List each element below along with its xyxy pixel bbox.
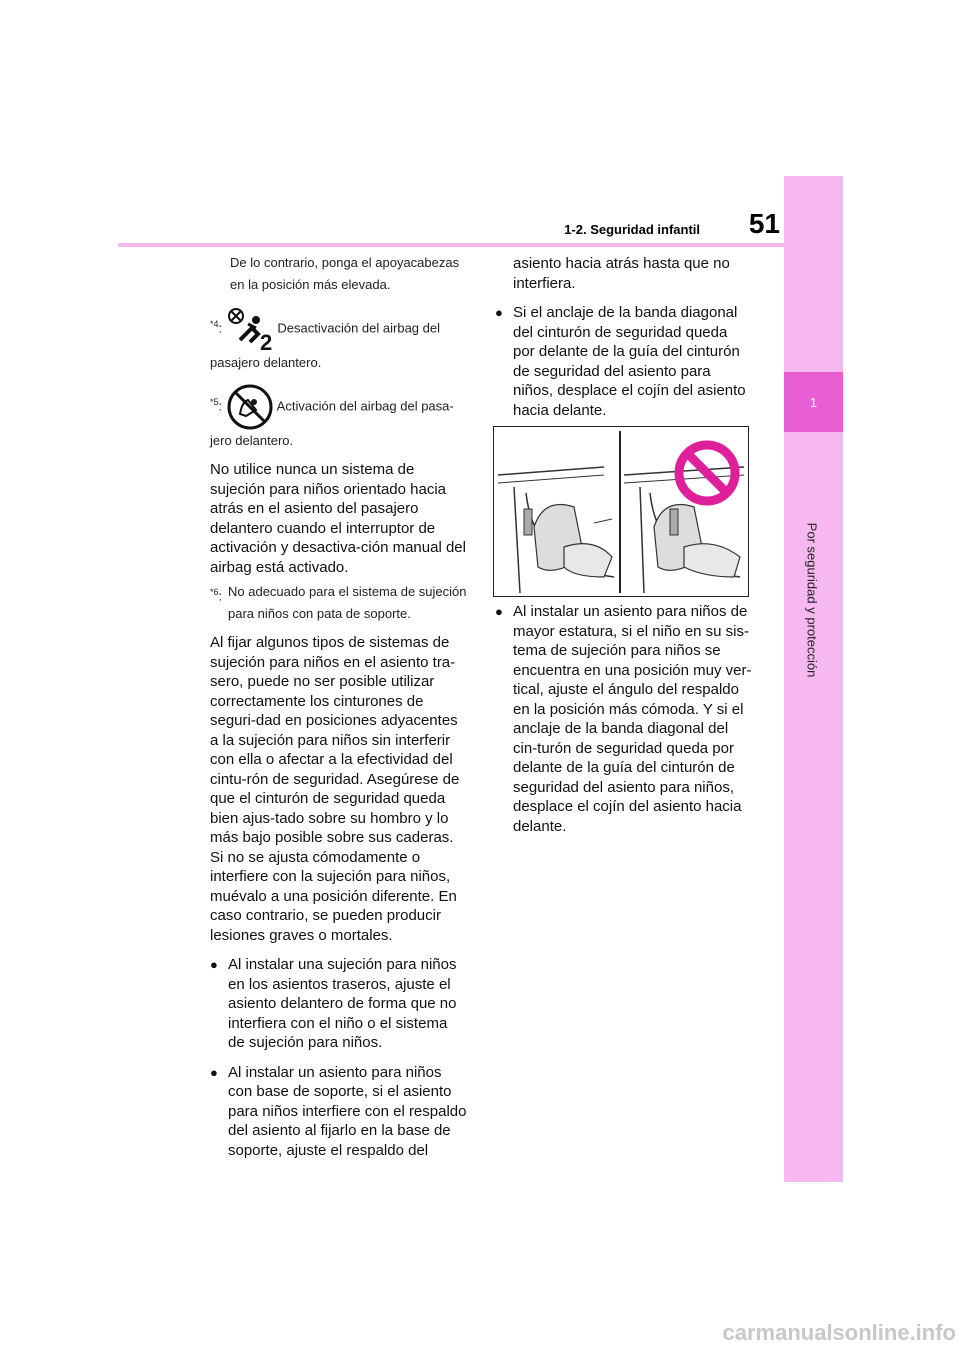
- chapter-side-tab: [784, 176, 843, 1182]
- airbag-on-child-seat-icon: [226, 384, 274, 430]
- prohibition-sign-icon: [679, 445, 735, 501]
- bullet-icon: ●: [495, 604, 503, 619]
- right-column-lower: [495, 602, 753, 836]
- list-item: [495, 602, 753, 836]
- footnote-6-text: No adecuado para el sistema de sujeción para niños con pata de soporte.: [228, 584, 467, 621]
- svg-text:2: 2: [259, 330, 273, 352]
- bullet-icon: ●: [210, 1064, 218, 1080]
- bullet-icon: ●: [210, 957, 218, 972]
- warning-paragraph: No utilice nunca un sistema de sujeción para niños orientado hacia atrás en el asiento del pasajero delantero cuando el interruptor de activación y desactiva-ción manual del airbag está activado.: [210, 461, 466, 576]
- page-number: 51: [748, 208, 780, 239]
- footnote-5-text-cont: jero delantero.: [210, 433, 294, 448]
- footnote-4-text-cont: pasajero delantero.: [210, 355, 322, 370]
- right-column: [495, 254, 753, 420]
- chapter-number-tab[interactable]: [784, 372, 843, 432]
- bullet-text: Al instalar un asiento para niños de mayor estatura, si el niño en su sis-tema de sujeción para niños se encuentra en una posición muy ver-tical, ajuste el ángulo del respaldo en la posición más cómoda. Y si el anclaje de la banda diagonal del cin-turón de seguridad queda por delante de la guía del cinturón de seguridad del asiento para niños, desplace el cojín del asiento hacia delante.: [513, 603, 752, 835]
- bullet-text: Al instalar un asiento para niños con base de soporte, si el asiento para niños interfiere con el respaldo del asiento al fijarlo en la base de soporte, ajuste el respaldo del: [228, 1063, 467, 1159]
- seat-illustration: [493, 426, 749, 597]
- list-item: [495, 303, 753, 420]
- chapter-number: 1: [809, 394, 818, 410]
- footnote-4-text: Desactivación del airbag del: [277, 320, 440, 336]
- airbag-off-passenger-icon: [226, 306, 274, 352]
- note-headrest: De lo contrario, ponga el apoyacabezas en la posición más elevada.: [230, 255, 460, 292]
- bullet-text: Al instalar una sujeción para niños en los asientos traseros, ajuste el asiento delantero de forma que no interfiera con el niño o el sistema de sujeción para niños.: [228, 956, 457, 1051]
- footnote-4: $^{*4}$: 2 Desactivación del airbag del pasajero delantero.: [210, 306, 468, 374]
- chapter-title-vertical: [804, 522, 820, 678]
- footnote-5: $^{*5}$: Activación del airbag del pasa- jero delantero.: [210, 384, 468, 452]
- watermark: carmanualsonline.info: [722, 1320, 956, 1345]
- belt-paragraph: Al fijar algunos tipos de sistemas de sujeción para niños en el asiento tra-sero, puede no ser posible utilizar correctamente los cinturones de seguri-dad en posiciones adyacentes a la sujeción para niños sin interferir con ella o afectar a la efectividad del cintu-rón de seguridad. Asegúrese de que el cinturón de seguridad queda bien ajus-tado sobre su hombro y lo más bajo posible sobre sus caderas. Si no se ajusta cómodamente o interfiere con la sujeción para niños, muévalo a una posición diferente. En caso contrario, se pueden producir lesiones graves o mortales.: [210, 634, 460, 944]
- list-item: [210, 955, 468, 1053]
- continued-text: asiento hacia atrás hasta que no interfiera.: [513, 255, 730, 292]
- chapter-title: Por seguridad y protección: [804, 522, 820, 678]
- list-item: [210, 1063, 468, 1161]
- section-title: 1-2. Seguridad infantil: [564, 222, 700, 237]
- footnote-6: $^{*6}$: No adecuado para el sistema de sujeción para niños con pata de soporte.: [210, 581, 468, 625]
- bullet-icon: ●: [495, 305, 503, 320]
- left-column: [210, 252, 468, 1160]
- footnote-5-text: Activación del airbag del pasa-: [276, 398, 454, 414]
- footnote-marker: *6: [210, 587, 219, 597]
- header-rule: [118, 243, 784, 247]
- footnote-marker: *5: [210, 397, 219, 408]
- footnote-marker: *4: [210, 319, 219, 330]
- bullet-text: Si el anclaje de la banda diagonal del cinturón de seguridad queda por delante de la guía del cinturón de seguridad del asiento para niños, desplace el cojín del asiento hacia delante.: [513, 304, 746, 419]
